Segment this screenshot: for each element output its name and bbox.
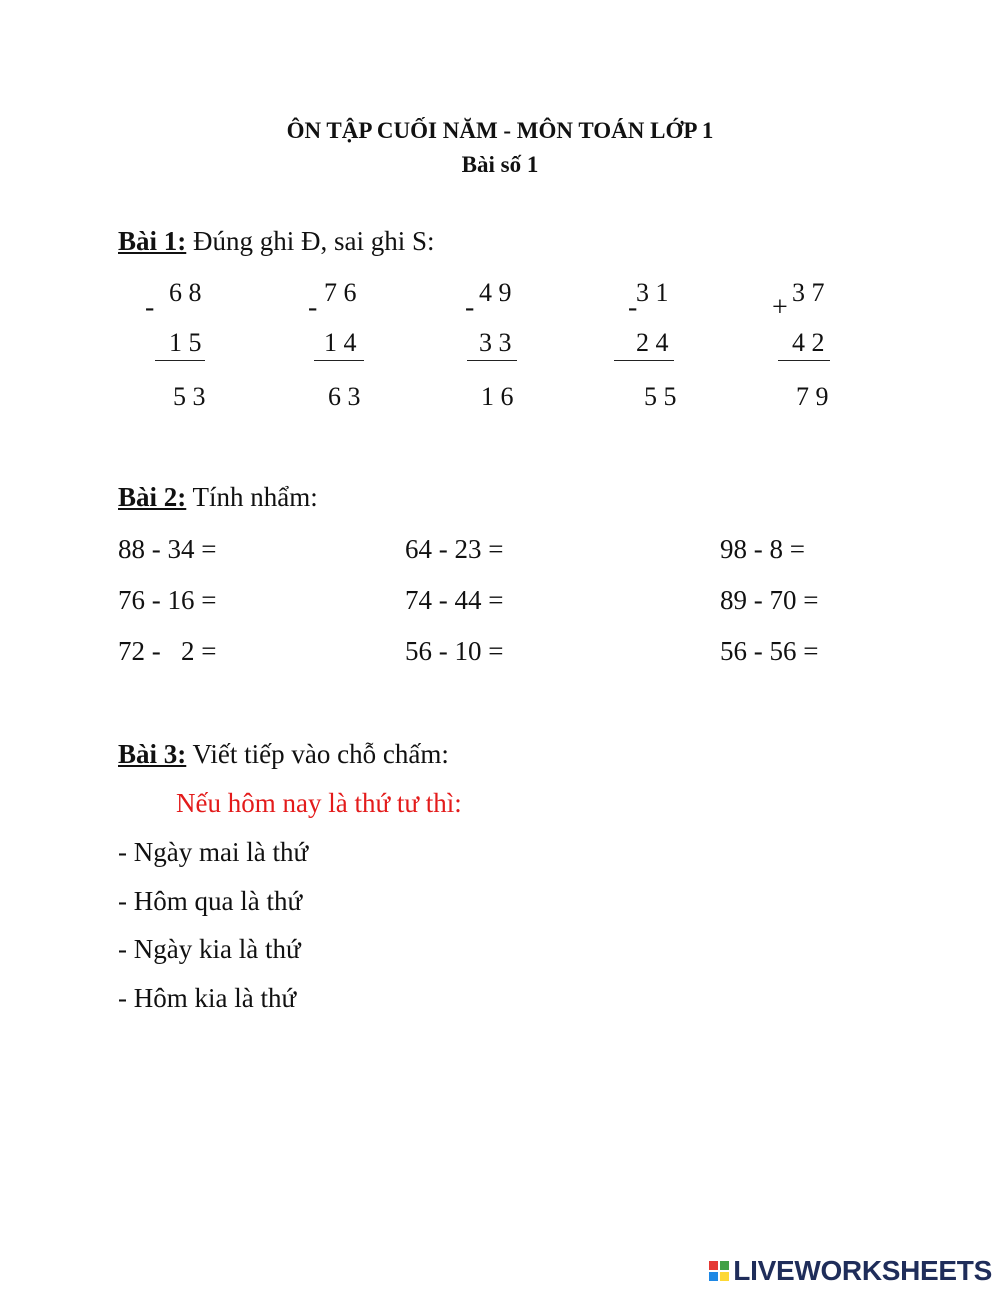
logo-block — [720, 1261, 729, 1270]
bai1-problem — [145, 270, 255, 420]
bai3-item: - Ngày mai là thứ — [118, 837, 309, 867]
bai2-instruction: Tính nhẩm: — [186, 482, 318, 512]
bai1-label: Bài 1: — [118, 226, 187, 256]
problem-result: 7 9 — [796, 382, 829, 411]
bai1-problem — [772, 270, 882, 420]
problem-underline — [155, 360, 205, 361]
problem-underline — [314, 360, 364, 361]
problem-operator: + — [772, 292, 788, 323]
bai1-problem — [628, 270, 738, 420]
mental-math-expression: 64 - 23 = — [405, 534, 504, 564]
problem-top-number: 4 9 — [479, 278, 512, 307]
logo-block — [709, 1261, 718, 1270]
mental-math-expression: 56 - 56 = — [720, 636, 819, 666]
page-subtitle: Bài số 1 — [461, 152, 539, 177]
problem-operator: - — [145, 292, 155, 323]
mental-math-expression: 76 - 16 = — [118, 585, 217, 615]
problem-top-number: 7 6 — [324, 278, 357, 307]
logo-text: LIVEWORKSHEETS — [733, 1255, 992, 1286]
bai1-heading — [118, 226, 435, 257]
problem-top-number: 3 1 — [636, 278, 669, 307]
bai3-condition: Nếu hôm nay là thứ tư thì: — [176, 788, 462, 818]
bai1-instruction: Đúng ghi Đ, sai ghi S: — [186, 226, 435, 256]
mental-math-expression: 74 - 44 = — [405, 585, 504, 615]
problem-bottom-number: 2 4 — [636, 328, 669, 357]
bai3-instruction: Viết tiếp vào chỗ chấm: — [186, 739, 449, 769]
mental-math-expression: 56 - 10 = — [405, 636, 504, 666]
problem-top-number: 3 7 — [792, 278, 825, 307]
problem-result: 6 3 — [328, 382, 361, 411]
problem-bottom-number: 1 5 — [169, 328, 202, 357]
mental-math-expression: 88 - 34 = — [118, 534, 217, 564]
problem-operator: - — [308, 292, 318, 323]
problem-underline — [778, 360, 830, 361]
mental-math-expression: 72 - 2 = — [118, 636, 217, 666]
logo-blocks-icon — [709, 1261, 729, 1281]
bai3-item: - Hôm kia là thứ — [118, 983, 297, 1013]
problem-result: 5 5 — [644, 382, 677, 411]
problem-result: 5 3 — [173, 382, 206, 411]
bai1-problem — [308, 270, 418, 420]
liveworksheets-logo[interactable] — [709, 1254, 992, 1288]
problem-bottom-number: 3 3 — [479, 328, 512, 357]
problem-result: 1 6 — [481, 382, 514, 411]
problem-bottom-number: 1 4 — [324, 328, 357, 357]
problem-operator: - — [628, 292, 638, 323]
page-title: ÔN TẬP CUỐI NĂM - MÔN TOÁN LỚP 1 — [286, 118, 714, 143]
problem-top-number: 6 8 — [169, 278, 202, 307]
logo-block — [720, 1272, 729, 1281]
bai3-item: - Ngày kia là thứ — [118, 934, 301, 964]
bai2-label: Bài 2: — [118, 482, 187, 512]
bai3-heading — [118, 739, 449, 770]
bai3-item: - Hôm qua là thứ — [118, 886, 303, 916]
bai3-label: Bài 3: — [118, 739, 187, 769]
problem-bottom-number: 4 2 — [792, 328, 825, 357]
problem-operator: - — [465, 292, 475, 323]
bai1-problem — [465, 270, 575, 420]
mental-math-expression: 98 - 8 = — [720, 534, 805, 564]
problem-underline — [467, 360, 517, 361]
problem-underline — [614, 360, 674, 361]
logo-block — [709, 1272, 718, 1281]
mental-math-expression: 89 - 70 = — [720, 585, 819, 615]
bai2-heading — [118, 482, 318, 513]
